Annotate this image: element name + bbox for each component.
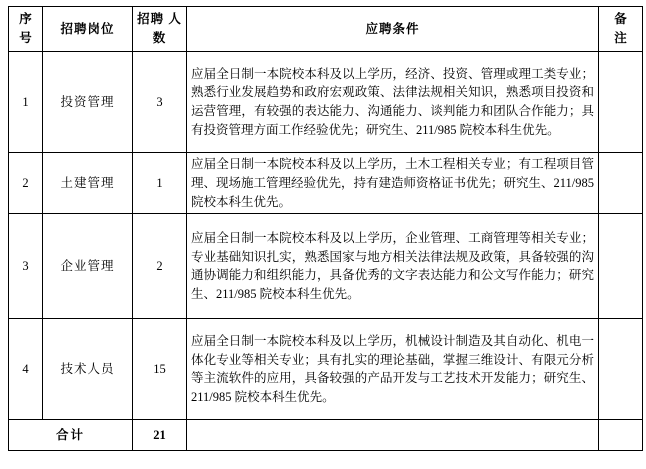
- total-remark: [599, 420, 643, 451]
- column-header-number: [133, 7, 187, 52]
- total-label: 合计: [9, 420, 133, 451]
- table-body: [9, 52, 643, 451]
- row-post: 土建管理: [43, 153, 133, 214]
- column-header-conditions: 应聘条件: [187, 7, 599, 52]
- row-post: 技术人员: [43, 319, 133, 420]
- total-headcount: 21: [133, 420, 187, 451]
- column-header-post: 招聘岗位: [43, 7, 133, 52]
- recruitment-table: [8, 6, 643, 451]
- row-remark: [599, 319, 643, 420]
- total-conditions-empty: [187, 420, 599, 451]
- row-headcount: 15: [133, 319, 187, 420]
- row-remark: [599, 52, 643, 153]
- row-headcount: 2: [133, 214, 187, 319]
- column-header-number-line2: 人数: [152, 12, 182, 45]
- row-headcount: 3: [133, 52, 187, 153]
- row-number: 4: [9, 319, 43, 420]
- row-post: 投资管理: [43, 52, 133, 153]
- column-header-no: [9, 7, 43, 52]
- column-header-remark: [599, 7, 643, 52]
- row-headcount: 1: [133, 153, 187, 214]
- row-number: 3: [9, 214, 43, 319]
- row-conditions: 应届全日制一本院校本科及以上学历，土木工程相关专业；有工程项目管理、现场施工管理经验优先，持有建造师资格证书优先；研究生、211/985 院校本科生优先。: [187, 153, 599, 214]
- column-header-remark-line1: 备: [614, 12, 627, 27]
- row-conditions: 应届全日制一本院校本科及以上学历，企业管理、工商管理等相关专业；专业基础知识扎实，熟悉国家与地方相关法律法规及政策，具备较强的沟通协调能力和组织能力，具备优秀的文字表达能力和公文写作能力；研究生、211/985 院校本科生优先。: [187, 214, 599, 319]
- row-remark: [599, 214, 643, 319]
- table-total-row: [9, 420, 643, 451]
- column-header-number-line1: 招聘: [137, 12, 165, 27]
- row-conditions: 应届全日制一本院校本科及以上学历，机械设计制造及其自动化、机电一体化专业等相关专业；具有扎实的理论基础，掌握三维设计、有限元分析等主流软件的应用，具备较强的产品开发与工艺技术开发能力；研究生、211/985 院校本科生优先。: [187, 319, 599, 420]
- row-post: 企业管理: [43, 214, 133, 319]
- table-row: [9, 52, 643, 153]
- header-row: [9, 7, 643, 52]
- column-header-no-line2: 号: [19, 31, 32, 45]
- table-header: [9, 7, 643, 52]
- column-header-no-line1: 序: [19, 12, 32, 27]
- table-row: [9, 319, 643, 420]
- row-number: 1: [9, 52, 43, 153]
- row-remark: [599, 153, 643, 214]
- table-row: [9, 153, 643, 214]
- row-number: 2: [9, 153, 43, 214]
- row-conditions: 应届全日制一本院校本科及以上学历，经济、投资、管理或理工类专业；熟悉行业发展趋势和政府宏观政策、法律法规相关知识，熟悉项目投资和运营管理，有较强的表达能力、沟通能力、谈判能力和团队合作能力；具有投资管理方面工作经验优先；研究生、211/985 院校本科生优先。: [187, 52, 599, 153]
- column-header-remark-line2: 注: [614, 31, 627, 45]
- table-row: [9, 214, 643, 319]
